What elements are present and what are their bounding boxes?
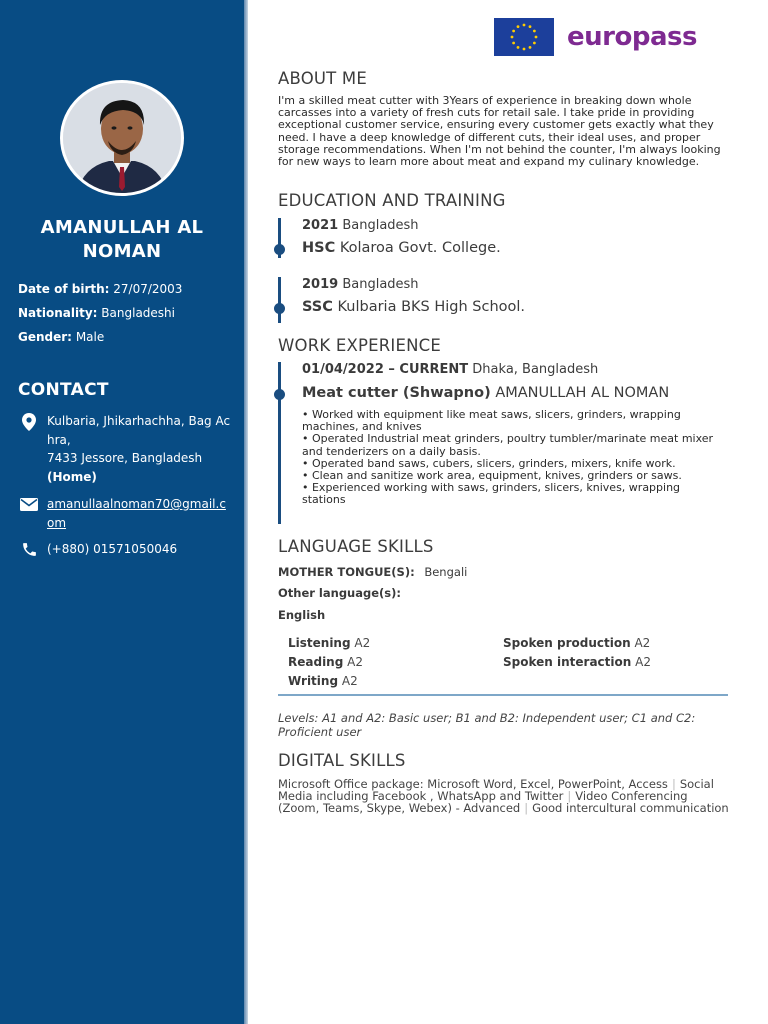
eu-star-icon (517, 46, 520, 49)
work-dates: 01/04/2022 – CURRENT (302, 362, 469, 377)
work-location: Dhaka, Bangladesh (472, 362, 599, 377)
eu-star-icon (533, 42, 536, 45)
gender-value: Male (75, 330, 105, 344)
address-line-1: Kulbaria, Jhikarhachha, Bag Achra, (47, 414, 231, 447)
education-item-2-title (302, 299, 525, 315)
spoken-interaction-level: A2 (635, 655, 651, 669)
eu-star-icon (512, 30, 515, 33)
education-item-1-title (302, 240, 501, 256)
eu-star-icon (529, 46, 532, 49)
gender-label: Gender: (18, 330, 72, 344)
nationality-value: Bangladeshi (101, 306, 175, 320)
writing (288, 674, 358, 688)
language-name-value: English (278, 608, 326, 622)
listening-label: Listening (288, 636, 351, 650)
listening-level: A2 (354, 636, 371, 650)
address-type: (Home) (47, 469, 97, 484)
work-role: Meat cutter (Shwapno) (302, 385, 491, 401)
work-bullets (302, 409, 726, 507)
education-school: Kolaroa Govt. College. (339, 240, 501, 256)
spoken-interaction (503, 655, 651, 669)
education-item-1-meta (302, 218, 419, 233)
location-pin-icon (18, 412, 40, 486)
eu-star-icon (523, 24, 526, 27)
other-languages-label: Other language(s): (278, 586, 401, 600)
logo-text: europass (567, 22, 697, 52)
full-name (0, 216, 244, 264)
nationality-label: Nationality: (18, 306, 98, 320)
digital-skill: Video Conferencing (Zoom, Teams, Skype, Webex) - Advanced (278, 789, 688, 815)
spoken-production (503, 636, 650, 650)
digital-skill: Social Media including Facebook , WhatsApp and Twitter (278, 777, 714, 803)
work-bullet: • Operated band saws, cubers, slicers, grinders, mixers, knife work. (302, 456, 676, 470)
education-year: 2019 (302, 277, 339, 292)
work-bullet: • Worked with equipment like meat saws, slicers, grinders, wrapping machines, and knives (302, 408, 681, 434)
digital-skills (278, 778, 730, 814)
email-link[interactable]: amanullaalnoman70@gmail.com (47, 497, 226, 530)
writing-label: Writing (288, 674, 339, 688)
profile-photo (63, 83, 181, 193)
digital-heading: DIGITAL SKILLS (278, 751, 406, 770)
about-text: I'm a skilled meat cutter with 3Years of experience in breaking down whole carcasses into a variety of fresh cuts for retail sale. I take pride in providing exceptional customer service, ensuring every customer gets exactly what they need. I have a deep knowledge of different cuts, their ideal uses, and proper storage recommendations. When I'm not behind the counter, I'm always looking for new ways to learn more about meat and expand my culinary knowledge. (278, 94, 721, 169)
education-degree: HSC (302, 240, 336, 256)
dob-label: Date of birth: (18, 282, 110, 296)
contact-address (18, 412, 232, 486)
reading-level: A2 (347, 655, 363, 669)
phone-number[interactable]: (+880) 01571050046 (47, 542, 178, 556)
spoken-production-label: Spoken production (503, 636, 631, 650)
contact-email[interactable] (18, 495, 232, 532)
other-languages (278, 586, 401, 600)
gender (18, 329, 104, 345)
education-place: Bangladesh (342, 277, 419, 292)
eu-star-icon (535, 36, 538, 39)
work-heading: WORK EXPERIENCE (278, 336, 441, 355)
envelope-icon (18, 495, 40, 532)
work-dot (274, 389, 285, 400)
sidebar (0, 0, 244, 1024)
nationality (18, 305, 175, 321)
eu-star-icon (523, 48, 526, 51)
mother-tongue-value: Bengali (424, 565, 468, 579)
education-place: Bangladesh (342, 218, 419, 233)
mother-tongue (278, 565, 467, 579)
eu-star-icon (533, 30, 536, 33)
europass-logo (494, 18, 697, 56)
separator: | (524, 801, 529, 815)
education-dot-1 (274, 244, 285, 255)
work-timeline (278, 362, 281, 524)
dob-value: 27/07/2003 (113, 282, 183, 296)
education-degree: SSC (302, 299, 333, 315)
education-dot-2 (274, 303, 285, 314)
language-divider (278, 694, 728, 696)
digital-skill: Microsoft Office package: Microsoft Word, Excel, PowerPoint, Access (278, 777, 668, 791)
education-heading: EDUCATION AND TRAINING (278, 191, 506, 210)
contact-phone[interactable] (18, 540, 232, 559)
writing-level: A2 (341, 674, 358, 688)
work-bullet: • Clean and sanitize work area, equipment, knives, grinders or saws. (302, 469, 682, 483)
levels-note: Levels: A1 and A2: Basic user; B1 and B2: Independent user; C1 and C2: Proficient user (278, 711, 696, 739)
work-title (302, 385, 669, 401)
eu-star-icon (529, 25, 532, 28)
education-item-2-meta (302, 277, 419, 292)
about-heading: ABOUT ME (278, 69, 367, 88)
spoken-interaction-label: Spoken interaction (503, 655, 632, 669)
eu-star-icon (512, 42, 515, 45)
listening (288, 636, 370, 650)
reading-label: Reading (288, 655, 344, 669)
work-employer: AMANULLAH AL NOMAN (495, 385, 670, 401)
person-portrait-icon (63, 83, 181, 193)
name-line-1: AMANULLAH AL (40, 217, 204, 238)
eu-star-icon (511, 36, 514, 39)
phone-icon (18, 540, 40, 559)
contact-heading: CONTACT (18, 380, 109, 400)
language-heading: LANGUAGE SKILLS (278, 537, 434, 556)
address-line-2: 7433 Jessore, Bangladesh (47, 451, 203, 465)
eu-flag-icon (494, 18, 554, 56)
education-timeline-2 (278, 277, 281, 323)
name-line-2: NOMAN (82, 241, 162, 262)
reading (288, 655, 363, 669)
separator: | (671, 777, 676, 791)
sidebar-edge (244, 0, 248, 1024)
mother-tongue-label: MOTHER TONGUE(S): (278, 565, 415, 579)
language-name (278, 608, 325, 622)
education-school: Kulbaria BKS High School. (337, 299, 526, 315)
digital-skill: Good intercultural communication (532, 801, 729, 815)
date-of-birth (18, 281, 182, 297)
work-bullet: • Experienced working with saws, grinders, slicers, knives, wrapping stations (302, 481, 681, 507)
work-meta (302, 362, 598, 377)
spoken-production-level: A2 (634, 636, 651, 650)
work-bullet: • Operated Industrial meat grinders, poultry tumbler/marinate meat mixer and tenderizers on a daily basis. (302, 432, 714, 458)
eu-star-icon (517, 25, 520, 28)
education-year: 2021 (302, 218, 339, 233)
avatar (60, 80, 184, 196)
separator: | (567, 789, 572, 803)
